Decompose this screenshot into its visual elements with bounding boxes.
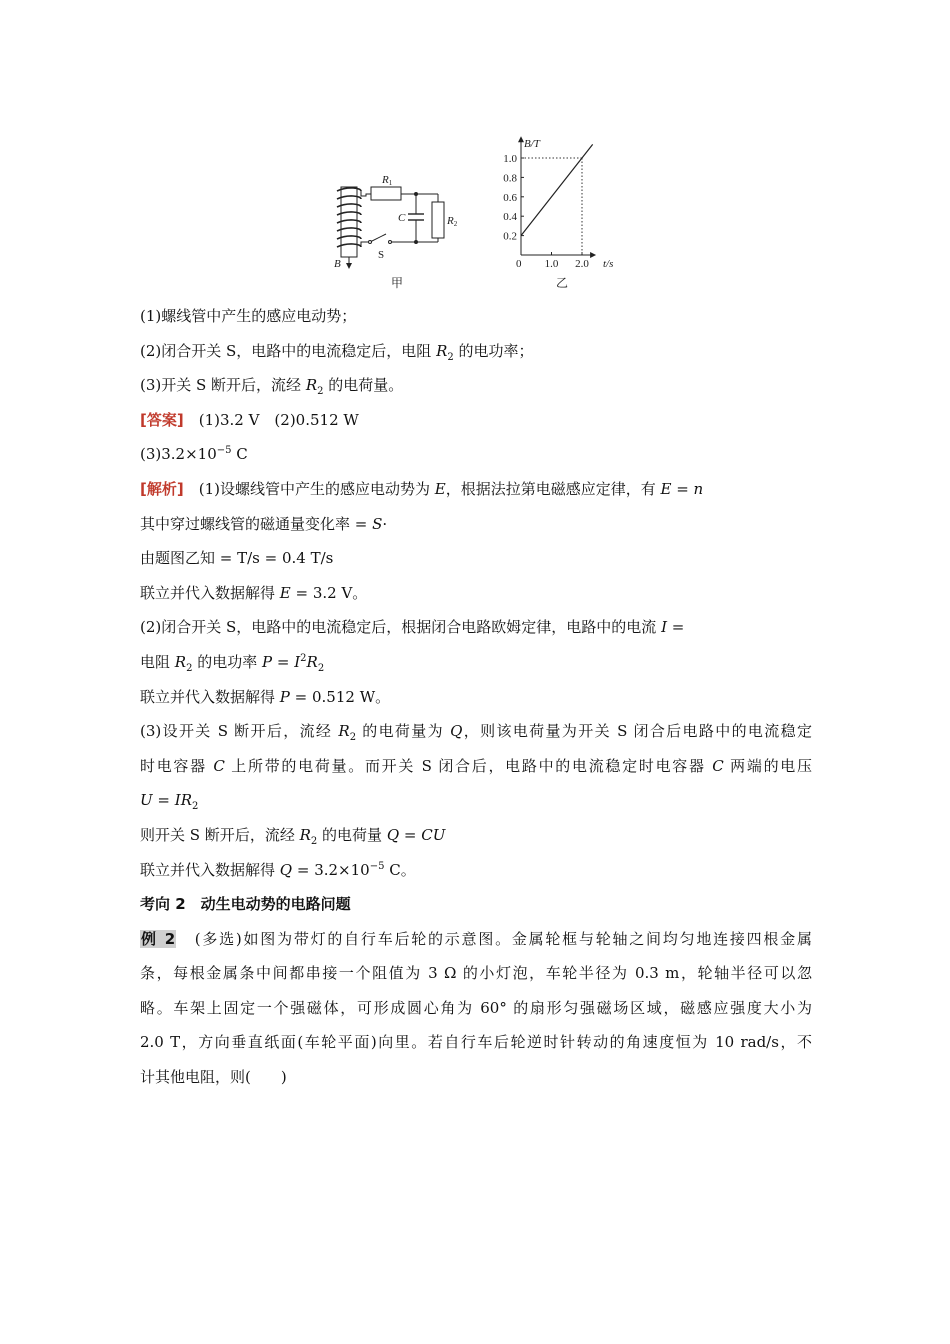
analysis-tag: [解析] bbox=[140, 479, 184, 498]
analysis-line-10: $U = IR_2$ bbox=[140, 791, 199, 811]
x-tick-label: 1.0 bbox=[544, 258, 559, 270]
x-axis-arrow bbox=[590, 252, 596, 258]
origin-label: 0 bbox=[516, 258, 522, 270]
example-line-5: 计其他电阻，则( ) bbox=[140, 1068, 287, 1087]
analysis-line-3: 由题图乙知 = T/s = 0.4 T/s bbox=[140, 549, 334, 568]
label-s: S bbox=[378, 249, 385, 261]
analysis-line-6: 电阻 $R_2$ 的电功率 $P = I^2R_2$ bbox=[140, 652, 325, 672]
analysis-line-11: 则开关 S 断开后，流经 $R_2$ 的电荷量 Q = CU bbox=[140, 825, 446, 845]
resistor-r2 bbox=[432, 202, 444, 238]
label-b: B bbox=[334, 258, 341, 270]
y-tick-label: 0.4 bbox=[503, 211, 517, 224]
example-label: 例 2 bbox=[141, 929, 176, 948]
question-3: (3)开关 S 断开后，流经 $R_2$ 的电荷量。 bbox=[140, 376, 404, 396]
answer-line-1: [答案] (1)3.2 V (2)0.512 W bbox=[140, 410, 359, 429]
y-tick-label: 0.6 bbox=[503, 191, 517, 204]
document-body bbox=[140, 306, 812, 1102]
y-tick-label: 1.0 bbox=[503, 153, 517, 165]
analysis-line-2: 其中穿过螺线管的磁通量变化率 = S· bbox=[140, 514, 388, 533]
answer-tag: [答案] bbox=[140, 410, 184, 429]
analysis-line-12: 联立并代入数据解得 $Q = 3.2\times 10^{-5}$ C。 bbox=[140, 860, 416, 879]
section-title: 考向 2 动生电动势的电路问题 bbox=[140, 895, 351, 914]
label-c: C bbox=[398, 212, 406, 224]
analysis-line-4: 联立并代入数据解得 E = 3.2 V。 bbox=[140, 583, 368, 602]
b-t-graph bbox=[496, 130, 636, 295]
resistor-r1 bbox=[371, 187, 401, 200]
example-line-3: 略。车架上固定一个强磁体，可形成圆心角为 60° 的扇形匀强磁场区域，磁感应强度大小为 bbox=[140, 998, 812, 1017]
example-line-1: 例 2 (多选)如图为带灯的自行车后轮的示意图。金属轮框与轮轴之间均匀地连接四根金属 bbox=[141, 929, 812, 948]
question-1: (1)螺线管中产生的感应电动势； bbox=[140, 307, 357, 325]
analysis-line-9: 时电容器 C 上所带的电荷量。而开关 S 闭合后，电路中的电流稳定时电容器 C 两端的电压 bbox=[140, 756, 812, 775]
example-line-4: 2.0 T，方向垂直纸面(车轮平面)向里。若自行车后轮逆时针转动的角速度恒为 10 rad/s，不 bbox=[140, 1033, 812, 1052]
switch-s bbox=[370, 234, 386, 242]
analysis-line-1: [解析] (1)设螺线管中产生的感应电动势为 E，根据法拉第电磁感应定律，有 E = n bbox=[140, 479, 704, 498]
figure-area bbox=[0, 130, 950, 295]
graph-caption: 乙 bbox=[556, 276, 569, 290]
y-tick-label: 0.8 bbox=[503, 172, 517, 185]
analysis-line-8: (3)设开关 S 断开后，流经 $R_2$ 的电荷量为 Q，则该电荷量为开关 S 闭合后电路中的电流稳定 bbox=[140, 722, 812, 742]
analysis-line-7: 联立并代入数据解得 P = 0.512 W。 bbox=[140, 687, 391, 706]
x-tick-label: 2.0 bbox=[575, 258, 589, 270]
label-r1: R1 bbox=[382, 174, 393, 187]
circuit-caption: 甲 bbox=[391, 276, 404, 290]
question-2: (2)闭合开关 S，电路中的电流稳定后，电阻 $R_2$ 的电功率； bbox=[140, 341, 534, 361]
label-r2: R2 bbox=[447, 215, 458, 228]
circuit-diagram bbox=[328, 130, 488, 295]
y-tick-label: 0.2 bbox=[503, 230, 517, 243]
example-line-2: 条，每根金属条中间都串接一个阻值为 3 Ω 的小灯泡，车轮半径为 0.3 m，轮轴半径可以忽 bbox=[140, 964, 812, 983]
analysis-line-5: (2)闭合开关 S，电路中的电流稳定后，根据闭合电路欧姆定律，电路中的电流 I = bbox=[140, 618, 685, 637]
x-axis-label: t/s bbox=[603, 258, 614, 270]
answer-line-2: $(3)3.2\times 10^{-5}$ C bbox=[140, 445, 248, 464]
y-axis-label: B/T bbox=[524, 138, 540, 150]
